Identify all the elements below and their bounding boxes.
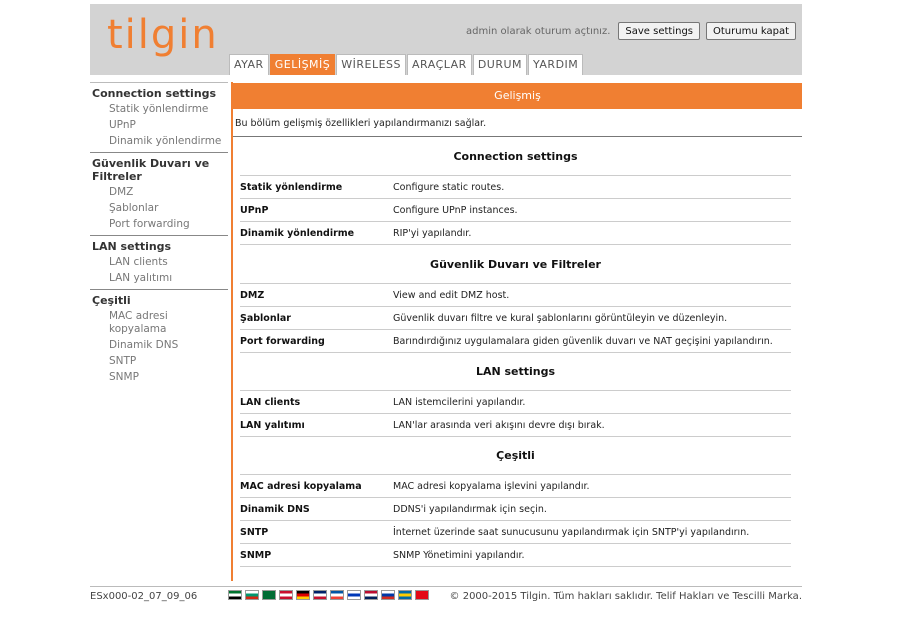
row-link-sablonlar[interactable]: Şablonlar	[240, 312, 291, 324]
tab-gelismis[interactable]: GELİŞMİŞ	[270, 54, 336, 75]
firmware-version: ESx000-02_07_09_06	[90, 591, 198, 602]
overview-sections	[233, 137, 802, 567]
login-area	[466, 22, 796, 40]
row-link-lan-yalitimi[interactable]: LAN yalıtımı	[240, 419, 305, 431]
sidebar-section-title[interactable]: Güvenlik Duvarı ve Filtreler	[92, 157, 210, 183]
row-link-statik-yonlendirme[interactable]: Statik yönlendirme	[240, 181, 343, 193]
row-description: Güvenlik duvarı filtre ve kural şablonlarını görüntüleyin ve düzenleyin.	[393, 312, 728, 324]
sidebar-section-title[interactable]: LAN settings	[92, 240, 172, 253]
sidebar-item-sntp[interactable]: SNTP	[109, 355, 137, 367]
page-description: Bu bölüm gelişmiş özellikleri yapılandırmanızı sağlar.	[233, 109, 802, 137]
language-flags	[228, 590, 429, 600]
sidebar-item-sablonlar[interactable]: Şablonlar	[109, 202, 159, 214]
row-description: Configure UPnP instances.	[393, 204, 518, 216]
row-link-dmz[interactable]: DMZ	[240, 289, 265, 301]
save-settings-button[interactable]: Save settings	[618, 22, 700, 40]
tab-yardim[interactable]: YARDIM	[528, 54, 583, 75]
tab-araclar[interactable]: ARAÇLAR	[407, 54, 472, 75]
sidebar-item-lan-yalitimi[interactable]: LAN yalıtımı	[109, 272, 173, 284]
tilgin-logo[interactable]: tilgin	[107, 12, 219, 58]
sidebar-item-dinamik-dns[interactable]: Dinamik DNS	[109, 339, 179, 351]
row-link-dinamik-yonlendirme[interactable]: Dinamik yönlendirme	[240, 227, 355, 239]
israel-flag-icon[interactable]	[347, 590, 361, 600]
row-link-snmp[interactable]: SNMP	[240, 549, 272, 561]
page-title: Gelişmiş	[233, 83, 802, 109]
copyright-text: © 2000-2015 Tilgin. Tüm hakları saklıdır. Telif Hakları ve Tescilli Marka.	[449, 591, 802, 602]
sidebar-section	[90, 289, 228, 388]
tab-ayar[interactable]: AYAR	[229, 54, 269, 75]
row-link-sntp[interactable]: SNTP	[240, 526, 269, 538]
section-heading: Connection settings	[240, 137, 791, 176]
sidebar-section-title[interactable]: Çeşitli	[92, 294, 131, 307]
norway-flag-icon[interactable]	[364, 590, 378, 600]
tab-wireless[interactable]: WİRELESS	[336, 54, 406, 75]
russia-flag-icon[interactable]	[381, 590, 395, 600]
sidebar-item-upnp[interactable]: UPnP	[109, 119, 136, 131]
table-row	[240, 544, 791, 567]
row-description: SNMP Yönetimini yapılandır.	[393, 549, 525, 561]
sweden-flag-icon[interactable]	[398, 590, 412, 600]
row-link-mac-adresi-kopyalama[interactable]: MAC adresi kopyalama	[240, 480, 362, 492]
main-content	[233, 82, 802, 567]
sidebar-section	[90, 152, 228, 235]
sidebar-item-statik-yonlendirme[interactable]: Statik yönlendirme	[109, 103, 209, 115]
sidebar-item-lan-clients[interactable]: LAN clients	[109, 256, 168, 268]
header	[90, 4, 802, 75]
table-row	[240, 199, 791, 222]
sidebar-section-title[interactable]: Connection settings	[92, 87, 217, 100]
table-row	[240, 475, 791, 498]
row-description: LAN'lar arasında veri akışını devre dışı bırak.	[393, 419, 605, 431]
table-row	[240, 307, 791, 330]
table-row	[240, 284, 791, 307]
table-row	[240, 521, 791, 544]
sidebar-item-snmp[interactable]: SNMP	[109, 371, 139, 383]
table-row	[240, 222, 791, 245]
main-tabs	[229, 54, 583, 75]
table-row	[240, 414, 791, 437]
table-row	[240, 391, 791, 414]
row-description: İnternet üzerinde saat sunucusunu yapılandırmak için SNTP'yi yapılandırın.	[393, 526, 750, 538]
row-description: MAC adresi kopyalama işlevini yapılandır.	[393, 480, 590, 492]
row-description: Barındırdığınız uygulamalara giden güvenlik duvarı ve NAT geçişini yapılandırın.	[393, 335, 773, 347]
sidebar-section	[90, 235, 228, 289]
section-heading: Güvenlik Duvarı ve Filtreler	[240, 245, 791, 284]
login-status-text: admin olarak oturum açtınız.	[466, 25, 611, 37]
row-link-lan-clients[interactable]: LAN clients	[240, 396, 301, 408]
section-heading: LAN settings	[240, 353, 791, 391]
footer-divider	[90, 586, 802, 587]
sidebar-item-dinamik-yonlendirme[interactable]: Dinamik yönlendirme	[109, 135, 222, 147]
bulgaria-flag-icon[interactable]	[245, 590, 259, 600]
uk-flag-icon[interactable]	[313, 590, 327, 600]
row-description: Configure static routes.	[393, 181, 505, 193]
row-description: DDNS'i yapılandırmak için seçin.	[393, 503, 547, 515]
row-description: LAN istemcilerini yapılandır.	[393, 396, 526, 408]
germany-flag-icon[interactable]	[296, 590, 310, 600]
denmark-flag-icon[interactable]	[279, 590, 293, 600]
table-row	[240, 498, 791, 521]
row-link-upnp[interactable]: UPnP	[240, 204, 269, 216]
sidebar-section	[90, 82, 228, 152]
table-row	[240, 176, 791, 199]
france-flag-icon[interactable]	[330, 590, 344, 600]
row-link-port-forwarding[interactable]: Port forwarding	[240, 335, 325, 347]
sidebar-item-port-forwarding[interactable]: Port forwarding	[109, 218, 190, 230]
uae-flag-icon[interactable]	[228, 590, 242, 600]
row-description: View and edit DMZ host.	[393, 289, 510, 301]
tab-durum[interactable]: DURUM	[473, 54, 527, 75]
turkey-flag-icon[interactable]	[415, 590, 429, 600]
sidebar-item-dmz[interactable]: DMZ	[109, 186, 134, 198]
logout-button[interactable]: Oturumu kapat	[706, 22, 796, 40]
row-description: RIP'yi yapılandır.	[393, 227, 472, 239]
section-heading: Çeşitli	[240, 437, 791, 475]
sidebar	[90, 82, 228, 388]
table-row	[240, 330, 791, 353]
sidebar-item-mac-adresi-kopyalama[interactable]: MAC adresi kopyalama	[109, 310, 168, 335]
row-link-dinamik-dns[interactable]: Dinamik DNS	[240, 503, 310, 515]
saudi-flag-icon[interactable]	[262, 590, 276, 600]
